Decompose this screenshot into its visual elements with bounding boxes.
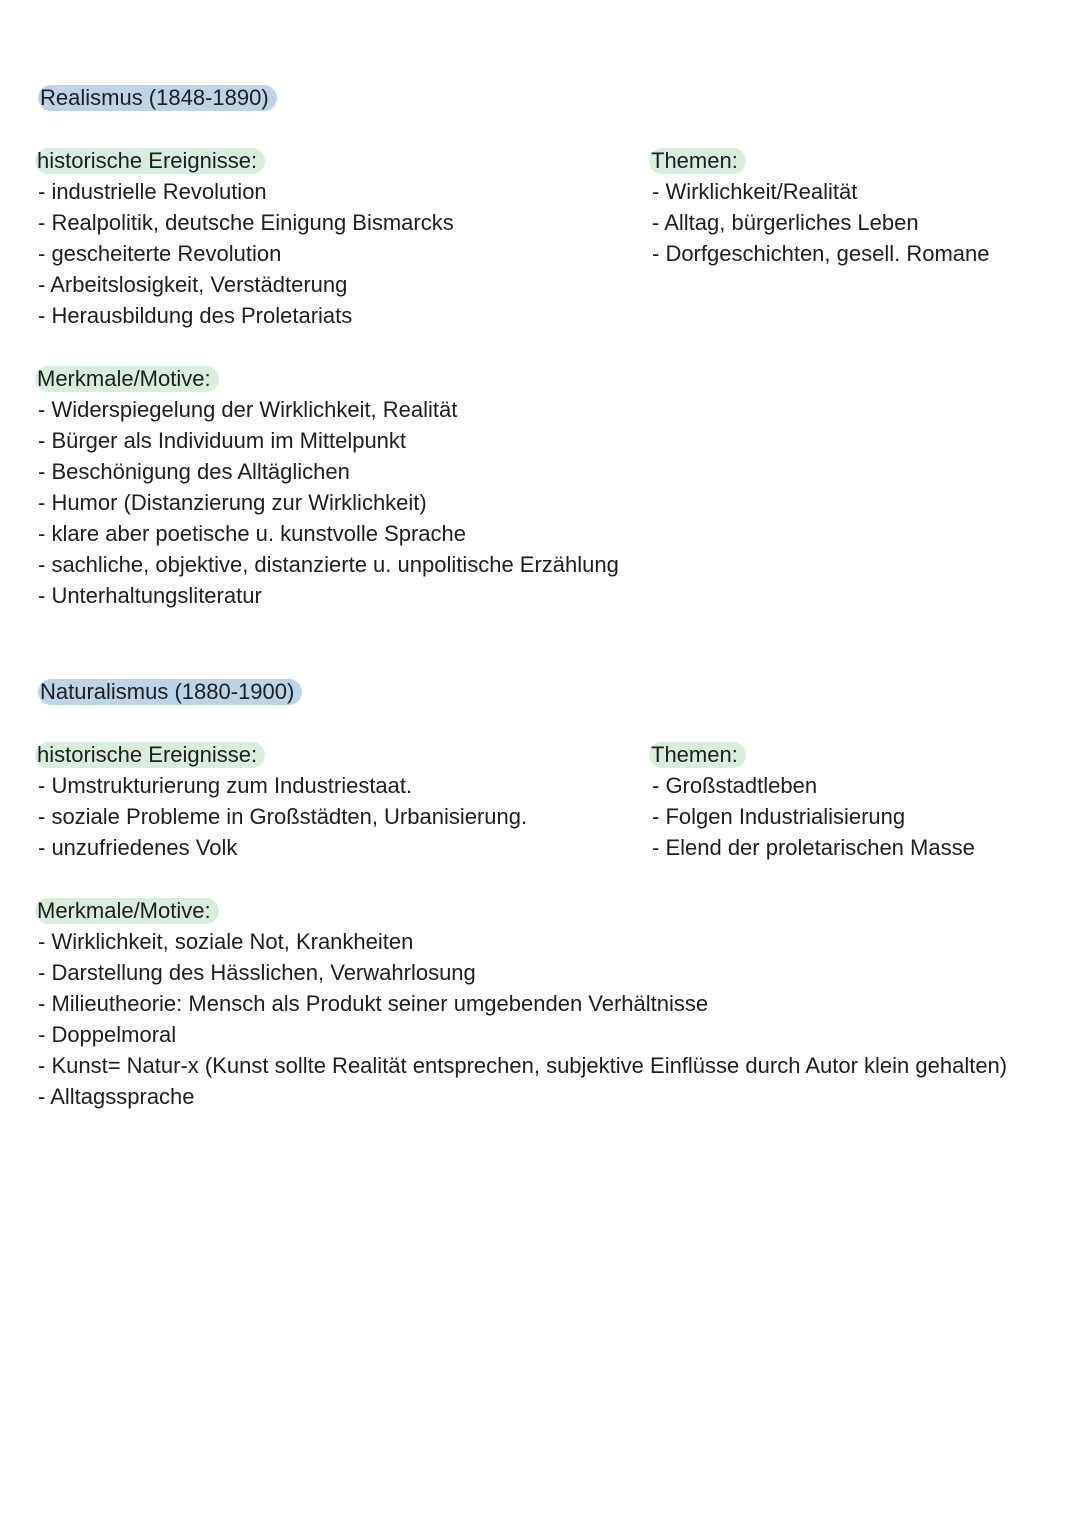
list-item: - soziale Probleme in Großstädten, Urbanisierung.: [38, 804, 528, 829]
realismus-merkmale-section: [38, 363, 619, 611]
list-item: - Großstadtleben: [652, 773, 818, 798]
realismus-historisch-section: [38, 145, 454, 331]
realismus-themen-list: [652, 176, 990, 269]
list-item: - industrielle Revolution: [38, 179, 267, 204]
naturalismus-merkmale-section: [38, 895, 1007, 1112]
list-item: - Elend der proletarischen Masse: [652, 835, 975, 860]
list-item: - Doppelmoral: [38, 1022, 177, 1047]
list-item: - Kunst= Natur-x (Kunst sollte Realität entsprechen, subjektive Einflüsse durch Autor klein gehalten): [38, 1053, 1008, 1078]
list-item: - Herausbildung des Proletariats: [38, 303, 353, 328]
list-item: - Folgen Industrialisierung: [652, 804, 906, 829]
realismus-themen-section: [652, 145, 990, 269]
realismus-merkmale-list: [38, 394, 619, 611]
naturalismus-title: [38, 676, 302, 707]
realismus-themen-heading: Themen:: [649, 148, 746, 174]
list-item: - Unterhaltungsliteratur: [38, 583, 262, 608]
naturalismus-merkmale-heading: Merkmale/Motive:: [35, 898, 219, 924]
list-item: - Umstrukturierung zum Industriestaat.: [38, 773, 413, 798]
naturalismus-historisch-section: [38, 739, 527, 863]
naturalismus-themen-list: [652, 770, 975, 863]
naturalismus-historisch-list: [38, 770, 527, 863]
list-item: - gescheiterte Revolution: [38, 241, 282, 266]
list-item: - Wirklichkeit/Realität: [652, 179, 858, 204]
naturalismus-title-text: Naturalismus (1880-1900): [38, 679, 302, 705]
list-item: - Realpolitik, deutsche Einigung Bismarcks: [38, 210, 454, 235]
naturalismus-themen-section: [652, 739, 975, 863]
list-item: - Darstellung des Hässlichen, Verwahrlosung: [38, 960, 476, 985]
realismus-merkmale-heading: Merkmale/Motive:: [35, 366, 219, 392]
naturalismus-historisch-heading: historische Ereignisse:: [35, 742, 265, 768]
list-item: - Humor (Distanzierung zur Wirklichkeit): [38, 490, 427, 515]
list-item: - klare aber poetische u. kunstvolle Sprache: [38, 521, 467, 546]
list-item: - Widerspiegelung der Wirklichkeit, Realität: [38, 397, 458, 422]
list-item: - sachliche, objektive, distanzierte u. unpolitische Erzählung: [38, 552, 619, 577]
list-item: - Alltag, bürgerliches Leben: [652, 210, 919, 235]
realismus-historisch-list: [38, 176, 454, 331]
list-item: - Beschönigung des Alltäglichen: [38, 459, 350, 484]
list-item: - Dorfgeschichten, gesell. Romane: [652, 241, 990, 266]
naturalismus-merkmale-list: [38, 926, 1007, 1112]
naturalismus-themen-heading: Themen:: [649, 742, 746, 768]
list-item: - Bürger als Individuum im Mittelpunkt: [38, 428, 407, 453]
list-item: - Alltagssprache: [38, 1084, 195, 1109]
list-item: - Milieutheorie: Mensch als Produkt seiner umgebenden Verhältnisse: [38, 991, 709, 1016]
realismus-title: [38, 82, 277, 113]
realismus-title-text: Realismus (1848-1890): [38, 85, 277, 111]
realismus-historisch-heading: historische Ereignisse:: [35, 148, 265, 174]
list-item: - Arbeitslosigkeit, Verstädterung: [38, 272, 348, 297]
list-item: - Wirklichkeit, soziale Not, Krankheiten: [38, 929, 414, 954]
list-item: - unzufriedenes Volk: [38, 835, 238, 860]
